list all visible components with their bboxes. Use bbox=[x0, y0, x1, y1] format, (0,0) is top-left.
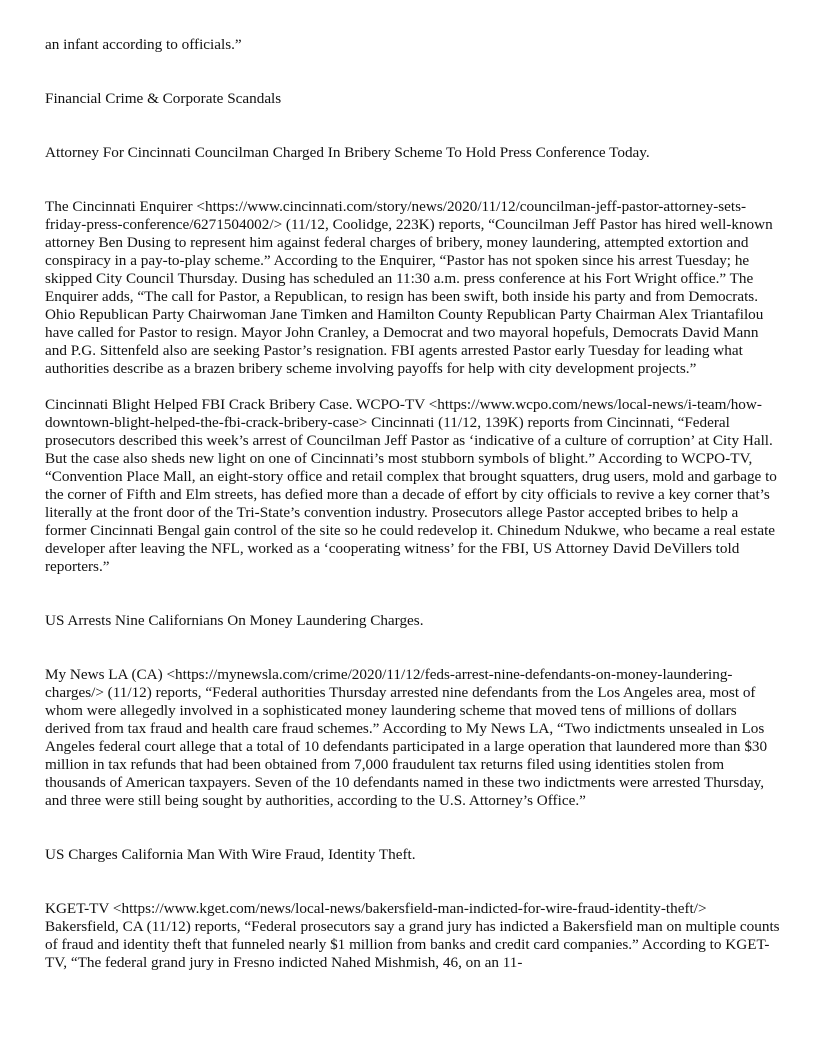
document-page bbox=[45, 36, 780, 972]
article-headline: US Charges California Man With Wire Fraud, Identity Theft. bbox=[45, 846, 416, 863]
article-headline: US Arrests Nine Californians On Money Laundering Charges. bbox=[45, 612, 424, 629]
article-body: KGET-TV <https://www.kget.com/news/local-news/bakersfield-man-indicted-for-wire-fraud-identity-theft/> Bakersfield, CA (11/12) reports, “Federal prosecutors say a grand jury has indicted a Bakersfield man on multiple counts of fraud and identity theft that funneled nearly $1 million from banks and credit card companies.” According to KGET-TV, “The federal grand jury in Fresno indicted Nahed Mishmish, 46, on an 11- bbox=[45, 900, 780, 971]
article-body: My News LA (CA) <https://mynewsla.com/crime/2020/11/12/feds-arrest-nine-defendants-on-money-laundering-charges/> (11/12) reports, “Federal authorities Thursday arrested nine defendants from the Los Angeles area, most of whom were allegedly involved in a sophisticated money laundering scheme that moved tens of millions of dollars derived from tax fraud and health care fraud schemes.” According to My News LA, “Two indictments unsealed in Los Angeles federal court allege that a total of 10 defendants participated in a large operation that laundered more than $30 million in tax refunds that had been obtained from 7,000 fraudulent tax returns filed using identities stolen from thousands of American taxpayers. Seven of the 10 defendants named in these two indictments were arrested Thursday, and three were still being sought by authorities, according to the U.S. Attorney’s Office.” bbox=[45, 666, 768, 809]
article-headline: Attorney For Cincinnati Councilman Charged In Bribery Scheme To Hold Press Conference Today. bbox=[45, 144, 650, 161]
article-body: Cincinnati Blight Helped FBI Crack Bribery Case. WCPO-TV <https://www.wcpo.com/news/local-news/i-team/how-downtown-blight-helped-the-fbi-crack-bribery-case> Cincinnati (11/12, 139K) reports from Cincinnati, “Federal prosecutors described this week’s arrest of Councilman Jeff Pastor as ‘indicative of a culture of corruption’ at City Hall. But the case also sheds new light on one of Cincinnati’s most stubborn symbols of blight.” According to WCPO-TV, “Convention Place Mall, an eight-story office and retail complex that brought squatters, drug users, mold and garbage to the corner of Fifth and Elm streets, has defied more than a decade of effort by city officials to revive a key corner that’s literally at the front door of the Tri-State’s convention industry. Prosecutors allege Pastor accepted bribes to help a former Cincinnati Bengal gain control of the site so he could redevelop it. Chinedum Ndukwe, who became a real estate developer after leaving the NFL, worked as a ‘cooperating witness’ for the FBI, US Attorney David DeVillers told reporters.” bbox=[45, 396, 777, 575]
section-heading: Financial Crime & Corporate Scandals bbox=[45, 90, 282, 107]
continued-paragraph-fragment: an infant according to officials.” bbox=[45, 36, 242, 53]
article-body: The Cincinnati Enquirer <https://www.cincinnati.com/story/news/2020/11/12/councilman-jeff-pastor-attorney-sets-friday-press-conference/6271504002/> (11/12, Coolidge, 223K) reports, “Councilman Jeff Pastor has hired well-known attorney Ben Dusing to represent him against federal charges of bribery, money laundering, attempted extortion and conspiracy in a pay-to-play scheme.” According to the Enquirer, “Pastor has not spoken since his arrest Tuesday; he skipped City Council Thursday. Dusing has scheduled an 11:30 a.m. press conference at his Fort Wright office.” The Enquirer adds, “The call for Pastor, a Republican, to resign has been swift, both inside his party and from Democrats. Ohio Republican Party Chairwoman Jane Timken and Hamilton County Republican Party Chairman Alex Triantafilou have called for Pastor to resign. Mayor John Cranley, a Democrat and two mayoral hopefuls, Democrats David Mann and P.G. Sittenfeld also are seeking Pastor’s resignation. FBI agents arrested Pastor early Tuesday for leading what authorities describe as a brazen bribery scheme involving payoffs for help with city development projects.” bbox=[45, 198, 773, 377]
